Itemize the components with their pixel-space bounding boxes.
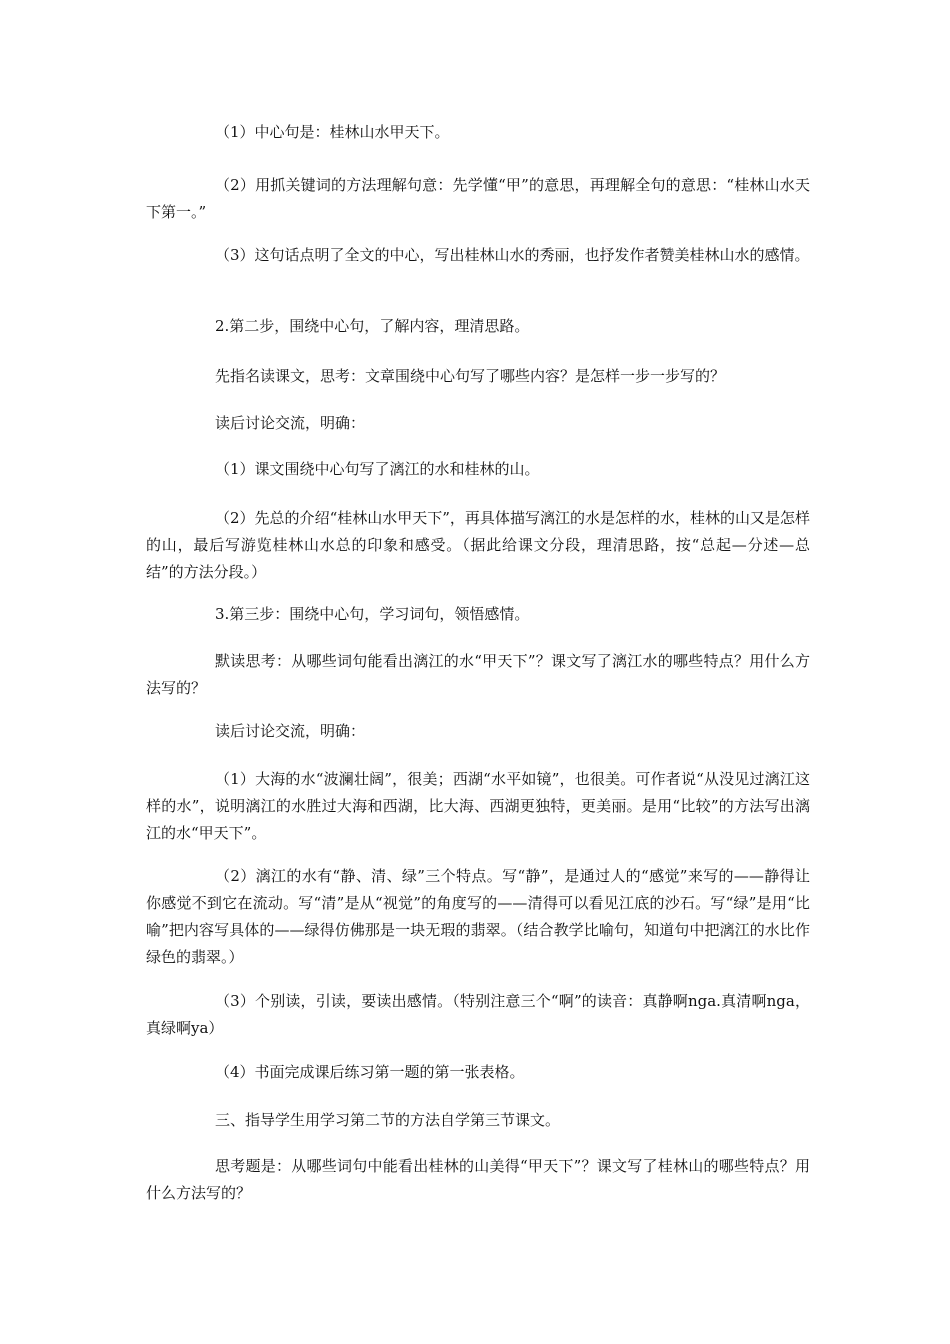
paragraph: （3）个别读，引读，要读出感情。（特别注意三个“啊”的读音：真静啊nga.真清啊nga，真绿啊ya） <box>146 992 810 1037</box>
paragraph: （1）大海的水“波澜壮阔”，很美；西湖“水平如镜”，也很美。可作者说“从没见过漓江这样的水”，说明漓江的水胜过大海和西湖，比大海、西湖更独特，更美丽。是用“比较”的方法写出漓江的水“甲天下”。 <box>146 770 810 842</box>
paragraph: 思考题是：从哪些词句中能看出桂林的山美得“甲天下”？课文写了桂林山的哪些特点？用什么方法写的？ <box>146 1157 810 1202</box>
paragraph: 三、指导学生用学习第二节的方法自学第三节课文。 <box>215 1111 561 1129</box>
paragraph: （1）中心句是：桂林山水甲天下。 <box>215 123 450 141</box>
paragraph: 2.第二步，围绕中心句，了解内容，理清思路。 <box>215 317 530 335</box>
paragraph: 先指名读课文，思考：文章围绕中心句写了哪些内容？是怎样一步一步写的？ <box>215 367 726 385</box>
paragraph: （2）先总的介绍“桂林山水甲天下”，再具体描写漓江的水是怎样的水，桂林的山又是怎样的山，最后写游览桂林山水总的印象和感受。（据此给课文分段，理清思路，按“总起—分述—总结”的方法分段。） <box>146 509 810 581</box>
paragraph: 3.第三步：围绕中心句，学习词句，领悟感情。 <box>215 605 530 623</box>
paragraph: （2）用抓关键词的方法理解句意：先学懂“甲”的意思，再理解全句的意思：“桂林山水天下第一。” <box>146 176 810 221</box>
paragraph: （4）书面完成课后练习第一题的第一张表格。 <box>215 1063 525 1081</box>
paragraph: 读后讨论交流，明确： <box>215 722 366 740</box>
paragraph: 默读思考：从哪些词句能看出漓江的水“甲天下”？课文写了漓江水的哪些特点？用什么方法写的？ <box>146 652 810 697</box>
paragraph: 读后讨论交流，明确： <box>215 414 366 432</box>
paragraph: （2）漓江的水有“静、清、绿”三个特点。写“静”，是通过人的“感觉”来写的——静得让你感觉不到它在流动。写“清”是从“视觉”的角度写的——清得可以看见江底的沙石。写“绿”是用“比喻”把内容写具体的——绿得仿佛那是一块无瑕的翡翠。（结合教学比喻句，知道句中把漓江的水比作绿色的翡翠。） <box>146 867 810 966</box>
paragraph: （1）课文围绕中心句写了漓江的水和桂林的山。 <box>215 460 540 478</box>
paragraph: （3）这句话点明了全文的中心，写出桂林山水的秀丽，也抒发作者赞美桂林山水的感情。 <box>215 246 810 264</box>
